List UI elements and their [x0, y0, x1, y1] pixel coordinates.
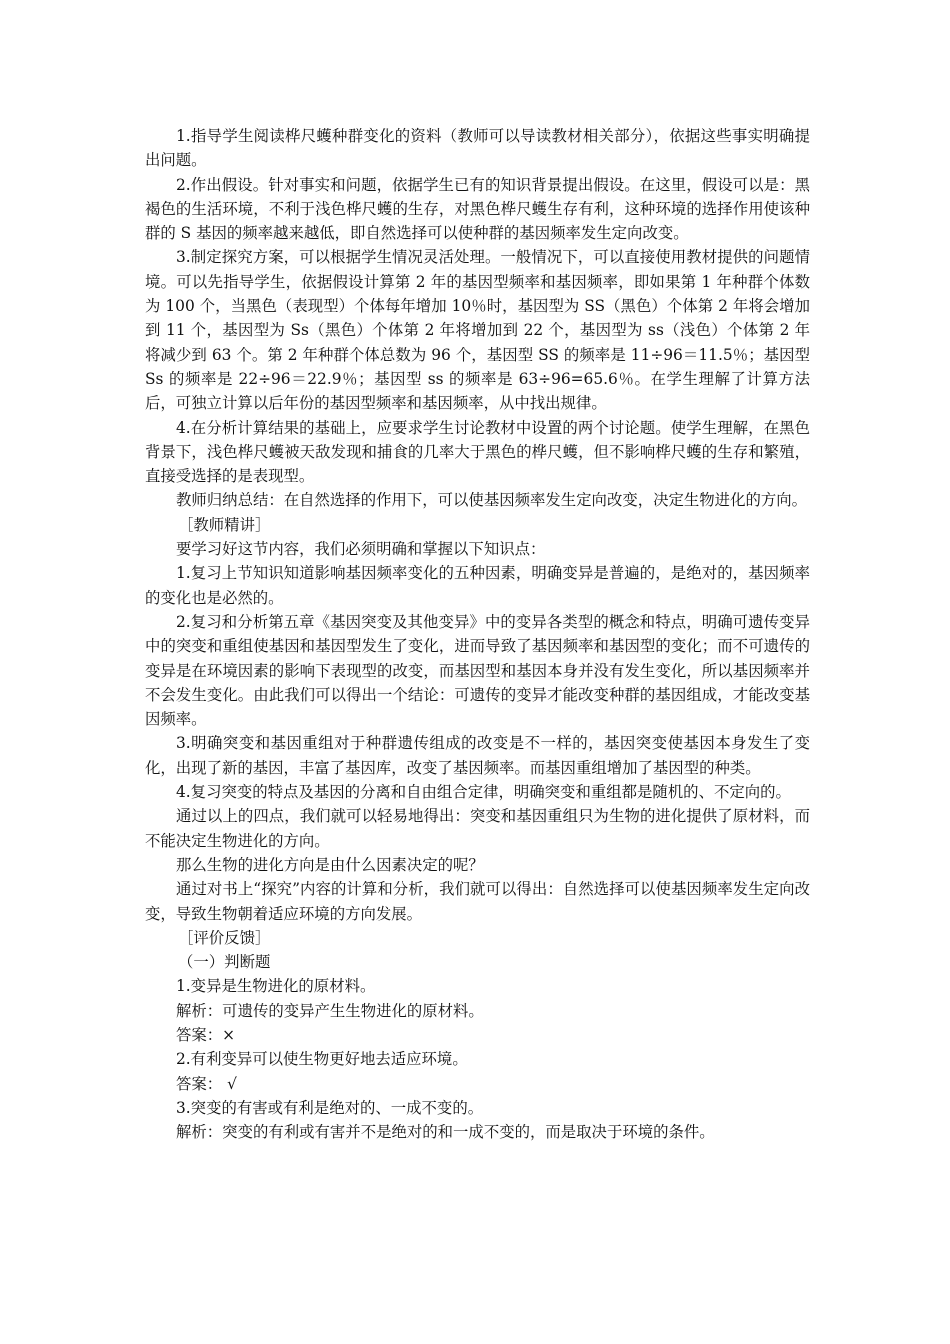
- document-body: [145, 124, 810, 1144]
- question-1: 1.变异是生物进化的原材料。: [176, 977, 376, 996]
- paragraph-step-1: 1.指导学生阅读桦尺蠖种群变化的资料（教师可以导读教材相关部分），依据这些事实明确提出问题。: [145, 127, 810, 170]
- subheading-true-false: （一）判断题: [178, 953, 271, 972]
- question-1-analysis: 解析：可遗传的变异产生生物进化的原材料。: [176, 1001, 484, 1020]
- question-3-analysis: 解析：突变的有利或有害并不是绝对的和一成不变的，而是取决于环境的条件。: [176, 1123, 715, 1142]
- paragraph-point-3: 3.明确突变和基因重组对于种群遗传组成的改变是不一样的，基因突变使基因本身发生了变化，出现了新的基因，丰富了基因库，改变了基因频率。而基因重组增加了基因型的种类。: [145, 734, 810, 777]
- paragraph-step-2: 2.作出假设。针对事实和问题，依据学生已有的知识背景提出假设。在这里，假设可以是：黑褐色的生活环境，不利于浅色桦尺蠖的生存，对黑色桦尺蠖生存有利，这种环境的选择作用使该种群的 S 基因的频率越来越低，即自然选择可以使种群的基因频率发生定向改变。: [145, 175, 810, 243]
- paragraph-point-4: 4.复习突变的特点及基因的分离和自由组合定律，明确突变和重组都是随机的、不定向的。: [176, 783, 791, 802]
- paragraph-lecture-intro: 要学习好这节内容，我们必须明确和掌握以下知识点：: [176, 540, 546, 559]
- question-3: 3.突变的有害或有利是绝对的、一成不变的。: [176, 1098, 484, 1117]
- paragraph-conclusion: 通过以上的四点，我们就可以轻易地得出：突变和基因重组只为生物的进化提供了原材料，而不能决定生物进化的方向。: [145, 807, 810, 850]
- paragraph-teacher-summary: 教师归纳总结：在自然选择的作用下，可以使基因频率发生定向改变，决定生物进化的方向。: [176, 491, 808, 510]
- paragraph-step-3: 3.制定探究方案，可以根据学生情况灵活处理。一般情况下，可以直接使用教材提供的问题情境。可以先指导学生，依据假设计算第 2 年的基因型频率和基因频率，即如果第 1 年种群个体数为 100 个，当黑色（表现型）个体每年增加 10％时，基因型为 SS（黑色）个体第 2 年将会增加到 11 个，基因型为 Ss（黑色）个体第 2 年将增加到 22 个，基因型为 ss（浅色）个体第 2 年将减少到 63 个。第 2 年种群个体总数为 96 个，基因型 SS 的频率是 11÷96＝11.5％；基因型 Ss 的频率是 22÷96＝22.9％；基因型 ss 的频率是 63÷96=65.6％。在学生理解了计算方法后，可独立计算以后年份的基因型频率和基因频率，从中找出规律。: [145, 248, 810, 413]
- paragraph-answer: 通过对书上“探究”内容的计算和分析，我们就可以得出：自然选择可以使基因频率发生定向改变，导致生物朝着适应环境的方向发展。: [145, 880, 810, 923]
- question-2: 2.有利变异可以使生物更好地去适应环境。: [176, 1050, 468, 1069]
- question-1-answer: 答案：×: [176, 1025, 236, 1044]
- paragraph-point-2: 2.复习和分析第五章《基因突变及其他变异》中的变异各类型的概念和特点，明确可遗传变异中的突变和重组使基因和基因型发生了变化，进而导致了基因频率和基因型的变化；而不可遗传的变异是在环境因素的影响下表现型的改变，而基因型和基因本身并没有发生变化，所以基因频率并不会发生变化。由此我们可以得出一个结论：可遗传的变异才能改变种群的基因组成，才能改变基因频率。: [145, 612, 810, 729]
- section-heading-feedback: ［评价反馈］: [178, 928, 271, 947]
- question-2-answer: 答案： √: [176, 1074, 237, 1093]
- paragraph-step-4: 4.在分析计算结果的基础上，应要求学生讨论教材中设置的两个讨论题。使学生理解，在黑色背景下，浅色桦尺蠖被天敌发现和捕食的几率大于黑色的桦尺蠖，但不影响桦尺蠖的生存和繁殖，直接受选择的是表现型。: [145, 418, 810, 486]
- section-heading-teacher-lecture: ［教师精讲］: [178, 515, 271, 534]
- paragraph-point-1: 1.复习上节知识知道影响基因频率变化的五种因素，明确变异是普遍的，是绝对的，基因频率的变化也是必然的。: [145, 564, 810, 607]
- paragraph-question: 那么生物的进化方向是由什么因素决定的呢？: [176, 855, 484, 874]
